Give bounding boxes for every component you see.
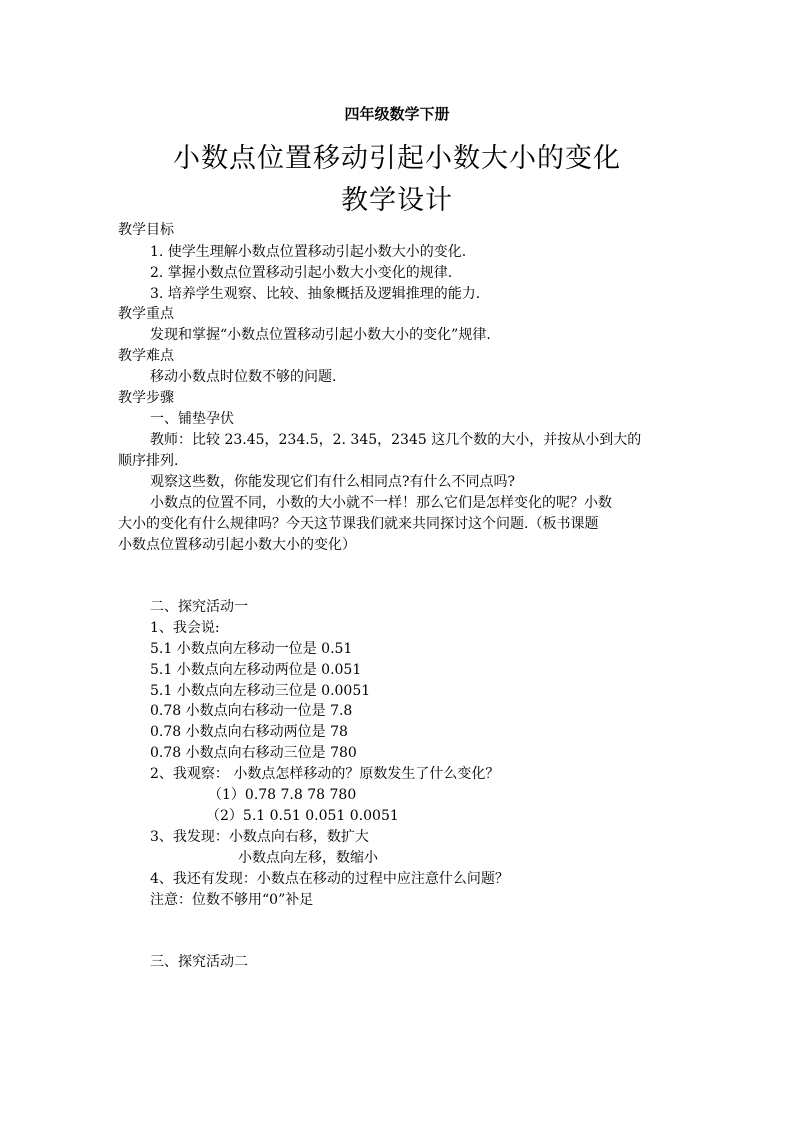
say-item-2: 5.1 小数点向左移动两位是 0.051 — [150, 662, 362, 678]
say-item-5: 0.78 小数点向右移动两位是 78 — [150, 724, 348, 740]
section1-paragraph-line1: 小数点的位置不同，小数的大小就不一样！那么它们是怎样变化的呢？小数 — [150, 495, 612, 511]
observe-row-1: （1）0.78 7.8 78 780 — [208, 787, 357, 803]
goal-item-1: 1. 使学生理解小数点位置移动引起小数大小的变化. — [150, 244, 467, 260]
more-discover: 4、我还有发现：小数点在移动的过程中应注意什么问题？ — [150, 871, 509, 887]
say-item-4: 0.78 小数点向右移动一位是 7.8 — [150, 703, 353, 719]
note-text: 注意：位数不够用“0”补足 — [150, 892, 314, 908]
key-point-text: 发现和掌握“小数点位置移动引起小数大小的变化”规律. — [150, 327, 491, 343]
section1-title: 一、铺垫孕伏 — [150, 411, 234, 427]
document-title-line1: 小数点位置移动引起小数大小的变化 — [173, 143, 621, 174]
say-title: 1、我会说: — [150, 620, 220, 636]
goal-item-2: 2. 掌握小数点位置移动引起小数大小变化的规律. — [150, 265, 453, 281]
section1-teacher-line1: 教师：比较 23.45，234.5，2. 345，2345 这几个数的大小，并按从小到大的 — [150, 432, 642, 448]
section2-title: 二、探究活动一 — [150, 599, 248, 615]
document-title-line2: 教学设计 — [341, 185, 453, 216]
say-item-3: 5.1 小数点向左移动三位是 0.0051 — [150, 683, 371, 699]
discover-line-1: 3、我发现：小数点向右移，数扩大 — [150, 829, 369, 845]
observe-title: 2、我观察： 小数点怎样移动的？原数发生了什么变化？ — [150, 766, 500, 782]
difficulty-text: 移动小数点时位数不够的问题. — [150, 369, 337, 385]
discover-line-2: 小数点向左移，数缩小 — [238, 850, 378, 866]
section1-observe: 观察这些数，你能发现它们有什么相同点?有什么不同点吗? — [150, 474, 516, 490]
section1-paragraph-line2: 大小的变化有什么规律吗？今天这节课我们就来共同探讨这个问题.（板书课题 — [118, 516, 599, 532]
section3-title: 三、探究活动二 — [150, 954, 248, 970]
goals-heading: 教学目标 — [118, 222, 174, 238]
say-item-6: 0.78 小数点向右移动三位是 780 — [150, 745, 357, 761]
section1-teacher-line2: 顺序排列. — [118, 453, 179, 469]
observe-row-2: （2）5.1 0.51 0.051 0.0051 — [206, 808, 399, 824]
document-subtitle: 四年级数学下册 — [344, 105, 450, 123]
steps-heading: 教学步骤 — [118, 390, 174, 406]
key-point-heading: 教学重点 — [118, 306, 174, 322]
section1-paragraph-line3: 小数点位置移动引起小数大小的变化） — [118, 537, 356, 553]
say-item-1: 5.1 小数点向左移动一位是 0.51 — [150, 641, 353, 657]
goal-item-3: 3. 培养学生观察、比较、抽象概括及逻辑推理的能力. — [150, 286, 481, 302]
difficulty-heading: 教学难点 — [118, 348, 174, 364]
